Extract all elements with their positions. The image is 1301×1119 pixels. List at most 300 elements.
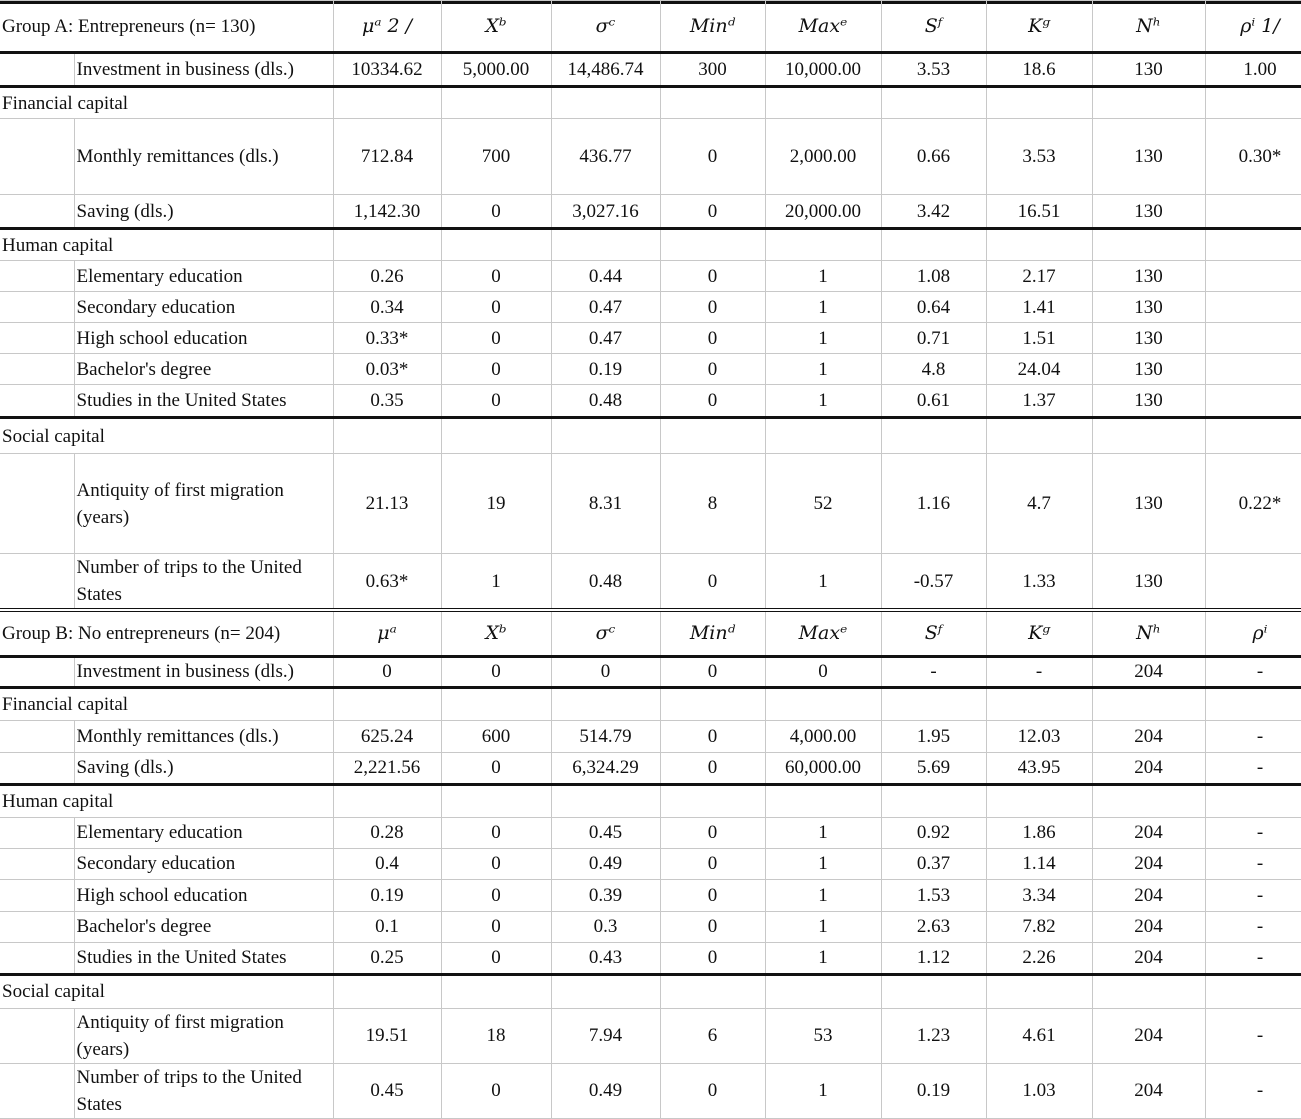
empty-cell (660, 687, 765, 720)
empty-cell (441, 784, 551, 817)
stat-value: 0 (660, 817, 765, 848)
stat-value: 1.33 (986, 554, 1092, 611)
stat-value: - (1205, 879, 1301, 911)
group-header-row (0, 1, 1301, 53)
table-row (0, 261, 1301, 292)
stat-value: 14,486.74 (551, 53, 660, 87)
stat-value: 0 (660, 385, 765, 418)
empty-cell (765, 784, 881, 817)
empty-cell (1092, 87, 1205, 119)
table-row (0, 292, 1301, 323)
stat-value: 4,000.00 (765, 720, 881, 752)
indent-cell (0, 53, 74, 87)
stat-value: 0 (660, 911, 765, 942)
stat-value: 0.26 (333, 261, 441, 292)
stat-value: - (1205, 1008, 1301, 1063)
table-row (0, 195, 1301, 229)
stat-value: 0.19 (551, 354, 660, 385)
stat-value: 0.61 (881, 385, 986, 418)
indent-cell (0, 879, 74, 911)
column-header: ρⁱ (1205, 610, 1301, 656)
variable-label: Investment in business (dls.) (74, 53, 333, 87)
stat-value: 0.47 (551, 323, 660, 354)
stat-value: - (1205, 752, 1301, 784)
stat-value: 18 (441, 1008, 551, 1063)
table-row (0, 942, 1301, 974)
stat-value: - (1205, 720, 1301, 752)
stat-value: 0 (660, 752, 765, 784)
column-header: Sᶠ (881, 1, 986, 53)
stat-value: 436.77 (551, 119, 660, 195)
stat-value: 0 (660, 554, 765, 611)
column-header: μᵃ (333, 610, 441, 656)
stat-value: 204 (1092, 879, 1205, 911)
section-heading-row (0, 784, 1301, 817)
stat-value: 0 (765, 656, 881, 687)
stat-value: 20,000.00 (765, 195, 881, 229)
table-row (0, 879, 1301, 911)
empty-cell (1205, 974, 1301, 1008)
table-row (0, 720, 1301, 752)
stat-value: 1 (765, 879, 881, 911)
section-heading-row (0, 87, 1301, 119)
stat-value: 130 (1092, 554, 1205, 611)
stat-value: 0 (333, 656, 441, 687)
stat-value: 0.19 (333, 879, 441, 911)
variable-label: High school education (74, 323, 333, 354)
variable-label: Studies in the United States (74, 942, 333, 974)
empty-cell (986, 974, 1092, 1008)
section-heading-row (0, 687, 1301, 720)
stat-value: 0.49 (551, 848, 660, 879)
stat-value: 0.33* (333, 323, 441, 354)
stat-value: 0 (441, 385, 551, 418)
stat-value: 0.3 (551, 911, 660, 942)
empty-cell (551, 784, 660, 817)
stat-value: 0 (660, 323, 765, 354)
stat-value: 2,221.56 (333, 752, 441, 784)
indent-cell (0, 354, 74, 385)
stat-value: 0 (660, 720, 765, 752)
table-body (0, 1, 1301, 1119)
empty-cell (660, 784, 765, 817)
stat-value: 1 (765, 848, 881, 879)
empty-cell (1092, 784, 1205, 817)
indent-cell (0, 323, 74, 354)
stat-value: 0 (441, 261, 551, 292)
table-row (0, 554, 1301, 611)
empty-cell (765, 687, 881, 720)
stat-value: 1 (765, 261, 881, 292)
stat-value: 52 (765, 454, 881, 554)
stat-value: 130 (1092, 323, 1205, 354)
stat-value: 0 (441, 817, 551, 848)
stat-value: 0.43 (551, 942, 660, 974)
stat-value: - (1205, 1063, 1301, 1118)
stat-value: 1 (765, 554, 881, 611)
stat-value (1205, 554, 1301, 611)
stat-value: 712.84 (333, 119, 441, 195)
section-title: Financial capital (0, 687, 333, 720)
stat-value: 4.61 (986, 1008, 1092, 1063)
stat-value: 1.41 (986, 292, 1092, 323)
stat-value: 1 (765, 1063, 881, 1118)
stat-value: - (986, 656, 1092, 687)
stat-value: 1 (765, 354, 881, 385)
stat-value: 0.28 (333, 817, 441, 848)
stat-value: 7.82 (986, 911, 1092, 942)
stat-value: 60,000.00 (765, 752, 881, 784)
section-title: Financial capital (0, 87, 333, 119)
empty-cell (1205, 784, 1301, 817)
stat-value: 0.63* (333, 554, 441, 611)
stat-value: 0 (660, 119, 765, 195)
indent-cell (0, 1008, 74, 1063)
empty-cell (765, 229, 881, 261)
variable-label: Elementary education (74, 817, 333, 848)
empty-cell (1092, 974, 1205, 1008)
stat-value: 1.86 (986, 817, 1092, 848)
stat-value: 2,000.00 (765, 119, 881, 195)
section-heading-row (0, 974, 1301, 1008)
empty-cell (881, 687, 986, 720)
empty-cell (881, 229, 986, 261)
stat-value: 0 (441, 848, 551, 879)
stat-value: 0 (660, 261, 765, 292)
variable-label: Antiquity of first migration (years) (74, 1008, 333, 1063)
table-row (0, 354, 1301, 385)
stat-value: 130 (1092, 292, 1205, 323)
stat-value: 300 (660, 53, 765, 87)
stat-value: 0 (441, 942, 551, 974)
section-title: Human capital (0, 229, 333, 261)
stat-value: 3.34 (986, 879, 1092, 911)
stat-value: 700 (441, 119, 551, 195)
stat-value (1205, 385, 1301, 418)
table-row (0, 752, 1301, 784)
table-row (0, 817, 1301, 848)
indent-cell (0, 195, 74, 229)
stat-value: 0 (551, 656, 660, 687)
stat-value: 1.00 (1205, 53, 1301, 87)
empty-cell (1092, 229, 1205, 261)
variable-label: Monthly remittances (dls.) (74, 720, 333, 752)
stat-value: 1.95 (881, 720, 986, 752)
column-header: Kᵍ (986, 610, 1092, 656)
stat-value: - (881, 656, 986, 687)
stat-value: 3.53 (986, 119, 1092, 195)
indent-cell (0, 554, 74, 611)
empty-cell (441, 229, 551, 261)
empty-cell (441, 87, 551, 119)
stat-value: 130 (1092, 354, 1205, 385)
empty-cell (551, 229, 660, 261)
stat-value: 0.37 (881, 848, 986, 879)
table-row (0, 53, 1301, 87)
stat-value: 24.04 (986, 354, 1092, 385)
stat-value: 130 (1092, 119, 1205, 195)
table-row (0, 911, 1301, 942)
stat-value: 0.92 (881, 817, 986, 848)
group-label: Group A: Entrepreneurs (n= 130) (0, 1, 333, 53)
stat-value (1205, 292, 1301, 323)
empty-cell (881, 974, 986, 1008)
stat-value: 0 (660, 942, 765, 974)
indent-cell (0, 261, 74, 292)
stat-value: 0.45 (333, 1063, 441, 1118)
empty-cell (660, 229, 765, 261)
column-header: Sᶠ (881, 610, 986, 656)
stat-value: 625.24 (333, 720, 441, 752)
column-header: Xᵇ (441, 1, 551, 53)
table-row (0, 656, 1301, 687)
stat-value: 21.13 (333, 454, 441, 554)
indent-cell (0, 848, 74, 879)
empty-cell (551, 87, 660, 119)
empty-cell (1092, 418, 1205, 454)
stat-value: 0 (441, 656, 551, 687)
stat-value: 0.22* (1205, 454, 1301, 554)
stat-value: -0.57 (881, 554, 986, 611)
stat-value: 0 (441, 354, 551, 385)
empty-cell (986, 418, 1092, 454)
stat-value: 3.42 (881, 195, 986, 229)
indent-cell (0, 454, 74, 554)
column-header: Minᵈ (660, 1, 765, 53)
stat-value: 0.25 (333, 942, 441, 974)
stat-value: - (1205, 656, 1301, 687)
stat-value: 0.19 (881, 1063, 986, 1118)
stat-value: 1 (765, 817, 881, 848)
variable-label: Antiquity of first migration (years) (74, 454, 333, 554)
table-row (0, 323, 1301, 354)
stat-value: - (1205, 848, 1301, 879)
variable-label: Elementary education (74, 261, 333, 292)
indent-cell (0, 656, 74, 687)
stat-value: 10334.62 (333, 53, 441, 87)
section-heading-row (0, 418, 1301, 454)
indent-cell (0, 720, 74, 752)
stat-value: 12.03 (986, 720, 1092, 752)
empty-cell (881, 784, 986, 817)
stat-value: 1.37 (986, 385, 1092, 418)
stat-value: 130 (1092, 261, 1205, 292)
variable-label: Number of trips to the United States (74, 554, 333, 611)
stat-value: 2.63 (881, 911, 986, 942)
empty-cell (986, 687, 1092, 720)
stat-value: 43.95 (986, 752, 1092, 784)
stat-value: 204 (1092, 942, 1205, 974)
stat-value: 0 (441, 911, 551, 942)
stat-value: 0.44 (551, 261, 660, 292)
stat-value: 1.23 (881, 1008, 986, 1063)
stat-value: 204 (1092, 911, 1205, 942)
stat-value: 0 (660, 354, 765, 385)
column-header: Maxᵉ (765, 610, 881, 656)
stat-value: 0 (441, 879, 551, 911)
stat-value: 204 (1092, 1008, 1205, 1063)
empty-cell (1092, 687, 1205, 720)
stat-value: 0 (660, 656, 765, 687)
empty-cell (333, 229, 441, 261)
stat-value: 0 (441, 195, 551, 229)
stat-value: - (1205, 817, 1301, 848)
stat-value: 2.17 (986, 261, 1092, 292)
variable-label: Studies in the United States (74, 385, 333, 418)
stat-value: 2.26 (986, 942, 1092, 974)
stat-value: 0 (441, 752, 551, 784)
stat-value: 7.94 (551, 1008, 660, 1063)
stat-value: 0.35 (333, 385, 441, 418)
stat-value: 1 (765, 292, 881, 323)
stat-value: 6 (660, 1008, 765, 1063)
column-header: Xᵇ (441, 610, 551, 656)
empty-cell (881, 87, 986, 119)
variable-label: Saving (dls.) (74, 752, 333, 784)
empty-cell (765, 418, 881, 454)
stat-value: 0 (660, 292, 765, 323)
stat-value: 1.51 (986, 323, 1092, 354)
stat-value: 514.79 (551, 720, 660, 752)
column-header: Nʰ (1092, 1, 1205, 53)
stat-value: - (1205, 911, 1301, 942)
stat-value: 1.14 (986, 848, 1092, 879)
section-title: Social capital (0, 418, 333, 454)
empty-cell (1205, 87, 1301, 119)
column-header: Nʰ (1092, 610, 1205, 656)
column-header: Minᵈ (660, 610, 765, 656)
empty-cell (986, 229, 1092, 261)
stat-value: 204 (1092, 656, 1205, 687)
stat-value: 130 (1092, 385, 1205, 418)
empty-cell (660, 418, 765, 454)
empty-cell (986, 87, 1092, 119)
stat-value (1205, 195, 1301, 229)
column-header: σᶜ (551, 610, 660, 656)
stat-value: 0 (660, 195, 765, 229)
column-header: Kᵍ (986, 1, 1092, 53)
stat-value: 6,324.29 (551, 752, 660, 784)
stat-value: 204 (1092, 817, 1205, 848)
stat-value: 5.69 (881, 752, 986, 784)
empty-cell (441, 418, 551, 454)
stat-value: 0 (660, 879, 765, 911)
stat-value: 1 (765, 385, 881, 418)
stat-value: 600 (441, 720, 551, 752)
stat-value: 1 (765, 911, 881, 942)
empty-cell (660, 87, 765, 119)
empty-cell (881, 418, 986, 454)
empty-cell (441, 974, 551, 1008)
empty-cell (765, 87, 881, 119)
stat-value: 8.31 (551, 454, 660, 554)
stat-value: 10,000.00 (765, 53, 881, 87)
empty-cell (333, 418, 441, 454)
stat-value: 204 (1092, 720, 1205, 752)
stat-value: 0.64 (881, 292, 986, 323)
empty-cell (551, 974, 660, 1008)
stat-value: 16.51 (986, 195, 1092, 229)
indent-cell (0, 385, 74, 418)
empty-cell (1205, 229, 1301, 261)
variable-label: Bachelor's degree (74, 354, 333, 385)
stat-value: 0 (441, 1063, 551, 1118)
stat-value (1205, 354, 1301, 385)
stat-value: 1.08 (881, 261, 986, 292)
stat-value: 1 (765, 942, 881, 974)
stat-value: 5,000.00 (441, 53, 551, 87)
stat-value: 0 (660, 1063, 765, 1118)
stat-value: 130 (1092, 454, 1205, 554)
stat-value: 8 (660, 454, 765, 554)
indent-cell (0, 942, 74, 974)
table-row (0, 119, 1301, 195)
stat-value: 0.34 (333, 292, 441, 323)
stat-value: 19.51 (333, 1008, 441, 1063)
stat-value: 3,027.16 (551, 195, 660, 229)
stat-value: 1.16 (881, 454, 986, 554)
variable-label: Monthly remittances (dls.) (74, 119, 333, 195)
stat-value: 4.7 (986, 454, 1092, 554)
stat-value: 0 (441, 323, 551, 354)
table-row (0, 385, 1301, 418)
empty-cell (441, 687, 551, 720)
table-row (0, 454, 1301, 554)
indent-cell (0, 817, 74, 848)
stat-value: 0.39 (551, 879, 660, 911)
empty-cell (551, 687, 660, 720)
group-header-row (0, 610, 1301, 656)
variable-label: Investment in business (dls.) (74, 656, 333, 687)
indent-cell (0, 911, 74, 942)
stat-value: 18.6 (986, 53, 1092, 87)
stat-value: 0.03* (333, 354, 441, 385)
column-header: ρⁱ 1/ (1205, 1, 1301, 53)
column-header: μᵃ 2 / (333, 1, 441, 53)
column-header: σᶜ (551, 1, 660, 53)
empty-cell (1205, 418, 1301, 454)
indent-cell (0, 1063, 74, 1118)
stat-value: 0.48 (551, 554, 660, 611)
section-heading-row (0, 229, 1301, 261)
stat-value: 130 (1092, 53, 1205, 87)
section-title: Social capital (0, 974, 333, 1008)
stat-value (1205, 261, 1301, 292)
stat-value: 0.49 (551, 1063, 660, 1118)
stat-value: 0.47 (551, 292, 660, 323)
stat-value: 0.71 (881, 323, 986, 354)
table-row (0, 1008, 1301, 1063)
stat-value: 0.30* (1205, 119, 1301, 195)
stat-value: 1.03 (986, 1063, 1092, 1118)
column-header: Maxᵉ (765, 1, 881, 53)
stat-value: 0.66 (881, 119, 986, 195)
stat-value: 0 (660, 848, 765, 879)
variable-label: Saving (dls.) (74, 195, 333, 229)
stat-value: 1,142.30 (333, 195, 441, 229)
variable-label: Bachelor's degree (74, 911, 333, 942)
variable-label: High school education (74, 879, 333, 911)
stat-value: 3.53 (881, 53, 986, 87)
table-row (0, 1063, 1301, 1118)
stat-value: 4.8 (881, 354, 986, 385)
stat-value: 0.48 (551, 385, 660, 418)
variable-label: Secondary education (74, 848, 333, 879)
stat-value: - (1205, 942, 1301, 974)
empty-cell (333, 784, 441, 817)
stat-value: 1.12 (881, 942, 986, 974)
empty-cell (551, 418, 660, 454)
